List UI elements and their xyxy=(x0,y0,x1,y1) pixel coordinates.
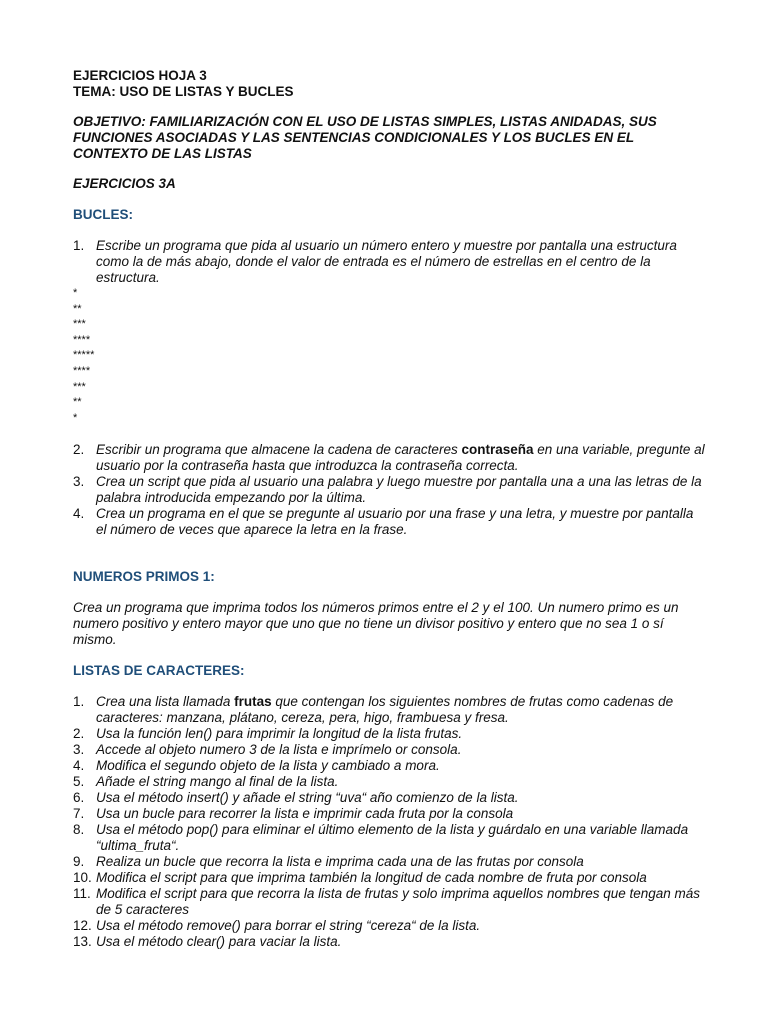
star-row: *** xyxy=(73,380,86,393)
star-row: * xyxy=(73,287,78,299)
list-item xyxy=(73,806,705,822)
item-number: 1. xyxy=(73,694,85,710)
topic-title: TEMA: USO DE LISTAS Y BUCLES xyxy=(73,84,294,99)
list-item xyxy=(73,918,705,934)
item-number: 3. xyxy=(73,742,85,758)
list-item xyxy=(73,474,705,506)
bucles-list xyxy=(73,238,705,286)
item-text-post: que contengan los siguientes nombres de frutas como cadenas de caracteres: manzana, plátano, cereza, pera, higo, frambuesa y fresa. xyxy=(96,694,674,726)
item-text: Escribe un programa que pida al usuario un número entero y muestre por pantalla una estructura como la de más abajo, donde el valor de entrada es el número de estrellas en el centro de la estructura. xyxy=(96,238,677,285)
item-number: 10. xyxy=(73,870,92,886)
list-item xyxy=(73,774,705,790)
item-text: Crea un programa en el que se pregunte al usuario por una frase y una letra, y muestre por pantalla el número de veces que aparece la letra en la frase. xyxy=(96,506,694,538)
item-number: 9. xyxy=(73,854,85,870)
item-number: 2. xyxy=(73,442,85,458)
list-item xyxy=(73,506,705,538)
list-item xyxy=(73,726,705,742)
list-item xyxy=(73,442,705,474)
primos-text: Crea un programa que imprima todos los números primos entre el 2 y el 100. Un numero primo es un numero positivo y entero mayor que uno que no tiene un divisor positivo y entero que no sea 1 o sí mismo. xyxy=(73,600,679,648)
sheet-title: EJERCICIOS HOJA 3 xyxy=(73,68,207,83)
item-text-bold: contraseña xyxy=(461,442,534,458)
list-item xyxy=(73,870,705,886)
star-row: * xyxy=(73,411,78,424)
list-item xyxy=(73,934,705,950)
item-text: Usa la función len() para imprimir la longitud de la lista frutas. xyxy=(96,726,463,742)
star-row: ***** xyxy=(73,349,95,362)
list-item xyxy=(73,886,705,918)
star-row: ** xyxy=(73,396,82,409)
item-text: Modifica el script para que imprima también la longitud de cada nombre de fruta por consola xyxy=(96,870,647,886)
item-number: 12. xyxy=(73,918,92,934)
item-number: 13. xyxy=(73,934,92,950)
star-pattern xyxy=(73,286,705,426)
item-text: Modifica el segundo objeto de la lista y cambiado a mora. xyxy=(96,758,440,774)
item-text: Usa el método remove() para borrar el string “cereza“ de la lista. xyxy=(96,918,481,934)
listas-list xyxy=(73,694,705,950)
item-text-pre: Escribir un programa que almacene la cadena de caracteres xyxy=(96,442,462,458)
list-item xyxy=(73,790,705,806)
item-text: Usa un bucle para recorrer la lista e imprimir cada fruta por la consola xyxy=(96,806,514,822)
item-number: 6. xyxy=(73,790,85,806)
objective-text: OBJETIVO: FAMILIARIZACIÓN CON EL USO DE LISTAS SIMPLES, LISTAS ANIDADAS, SUS FUNCIONES ASOCIADAS Y LAS SENTENCIAS CONDICIONALES Y LOS BUCLES EN EL CONTEXTO DE LAS LISTAS xyxy=(73,114,657,161)
item-number: 5. xyxy=(73,774,85,790)
item-text: Accede al objeto numero 3 de la lista e imprímelo or consola. xyxy=(96,742,462,758)
item-number: 7. xyxy=(73,806,85,822)
item-text: Usa el método clear() para vaciar la lista. xyxy=(96,934,342,950)
item-text-bold: frutas xyxy=(234,694,272,710)
item-number: 11. xyxy=(73,886,91,902)
section-title-primos: NUMEROS PRIMOS 1: xyxy=(73,569,215,585)
item-text-post: en una variable, pregunte al usuario por la contraseña hasta que introduzca la contraseña correcta. xyxy=(96,442,705,474)
section-title-bucles: BUCLES: xyxy=(73,207,133,222)
list-item xyxy=(73,742,705,758)
item-text: Usa el método pop() para eliminar el último elemento de la lista y guárdalo en una variable llamada “ultima_fruta“. xyxy=(96,822,689,854)
list-item xyxy=(73,694,705,726)
star-row: *** xyxy=(73,318,86,331)
item-text: Modifica el script para que recorra la lista de frutas y solo imprima aquellos nombres que tengan más de 5 caracteres xyxy=(96,886,701,918)
list-item xyxy=(73,758,705,774)
bucles-list-continued xyxy=(73,442,705,538)
list-item xyxy=(73,854,705,870)
star-row: ** xyxy=(73,302,82,315)
exercises-subheading: EJERCICIOS 3A xyxy=(73,176,176,191)
item-text: Añade el string mango al final de la lista. xyxy=(96,774,339,790)
item-text: Usa el método insert() y añade el string “uva“ año comienzo de la lista. xyxy=(96,790,519,806)
item-number: 1. xyxy=(73,238,85,253)
item-number: 3. xyxy=(73,474,85,490)
item-number: 4. xyxy=(73,758,85,774)
list-item xyxy=(73,822,705,854)
item-number: 4. xyxy=(73,506,85,522)
section-title-listas: LISTAS DE CARACTERES: xyxy=(73,663,245,679)
star-row: **** xyxy=(73,364,91,377)
item-text: Realiza un bucle que recorra la lista e imprima cada una de las frutas por consola xyxy=(96,854,584,870)
item-number: 8. xyxy=(73,822,85,838)
item-text: Crea un script que pida al usuario una palabra y luego muestre por pantalla una a una las letras de la palabra introducida empezando por la última. xyxy=(96,474,702,506)
star-row: **** xyxy=(73,333,91,346)
document-page xyxy=(73,68,705,950)
item-number: 2. xyxy=(73,726,85,742)
list-item xyxy=(73,238,705,286)
item-text-pre: Crea una lista llamada xyxy=(96,694,235,710)
